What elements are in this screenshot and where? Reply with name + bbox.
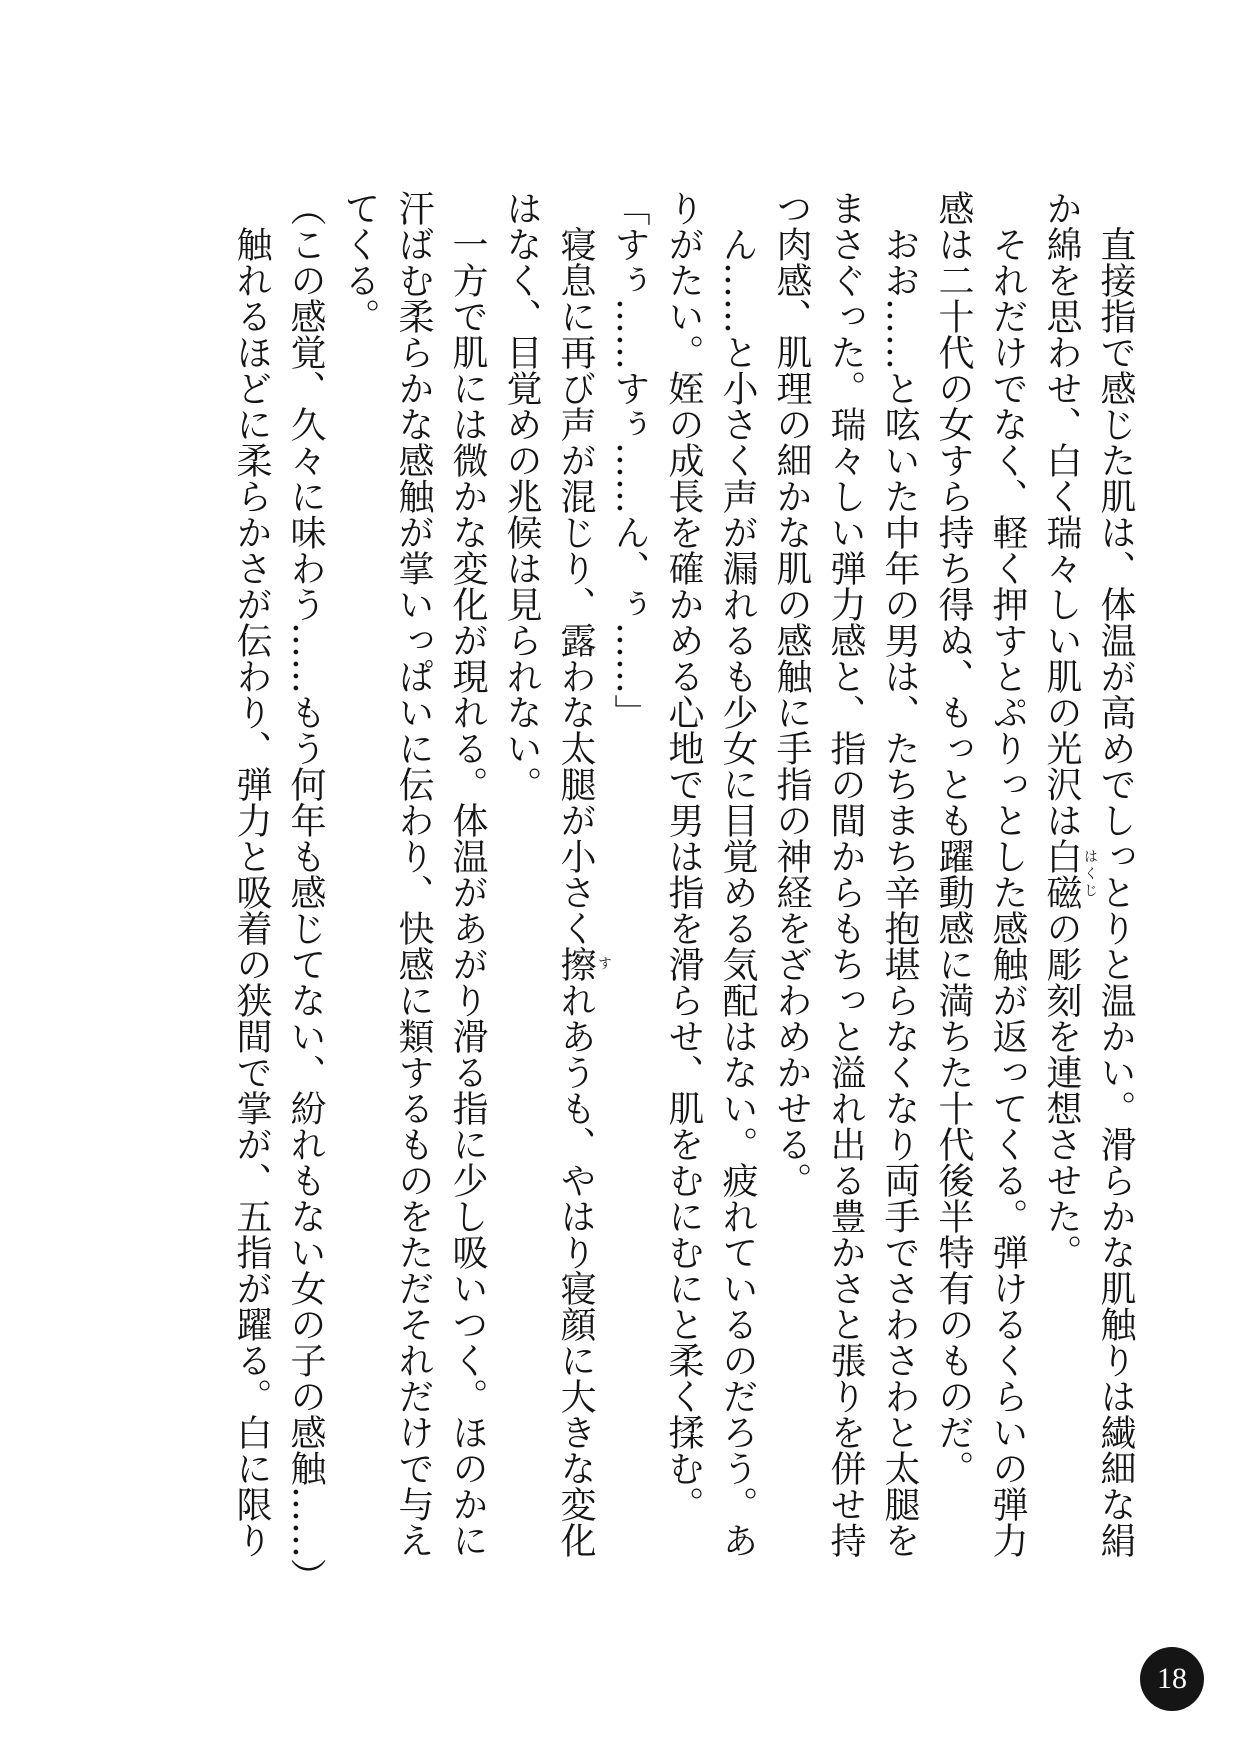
text-column: [278, 190, 332, 1630]
text-column: [440, 190, 494, 1630]
text-run: 感は二十代の女すら持ち得ぬ、もっとも躍動感に満ちた十代後半特有のものだ。: [933, 190, 974, 1486]
text-run: まさぐった。瑞々しい弾力感と、指の間からもちっと溢れ出る豊かさと張りを併せ持: [825, 190, 866, 1558]
text-column: [926, 190, 980, 1630]
text-run: 汗ばむ柔らかな感触が掌いっぱいに伝わり、快感に類するものをただそれだけで与え: [393, 190, 434, 1558]
text-column: [710, 190, 764, 1630]
text-body: [224, 190, 1142, 1630]
text-column: [872, 190, 926, 1630]
text-column: [980, 190, 1034, 1630]
text-column: [386, 190, 440, 1630]
ruby-base: 白磁: [1041, 838, 1082, 910]
text-run: てくる。: [339, 190, 380, 334]
text-column: [494, 190, 548, 1630]
ruby-reading: す: [596, 955, 612, 973]
text-run: 直接指で感じた肌は、体温が高めでしっとりと温かい。滑らかな肌触りは繊細な絹: [1095, 190, 1136, 1558]
text-run: 「すぅ……すぅ……ん、ぅ……」: [609, 190, 650, 730]
text-run: の彫刻を連想させた。: [1041, 910, 1082, 1270]
text-run: 一方で肌には微かな変化が現れる。体温があがり滑る指に少し吸いつく。ほのかに: [447, 190, 488, 1558]
page-number-badge: [1140, 1647, 1204, 1711]
text-run: おお……と呟いた中年の男は、たちまち辛抱堪らなくなり両手でさわさわと太腿を: [879, 190, 920, 1558]
page-number: 18: [1157, 1662, 1187, 1695]
ruby-group: [1041, 838, 1098, 910]
text-column: [602, 190, 656, 1630]
text-run: （この感覚、久々に味わう……もう何年も感じてない、紛れもない女の子の感触……）: [285, 190, 326, 1594]
text-column: [818, 190, 872, 1630]
text-run: 寝息に再び声が混じり、露わな太腿が小さく: [555, 190, 596, 946]
text-run: ん……と小さく声が漏れるも少女に目覚める気配はない。疲れているのだろう。あ: [717, 190, 758, 1558]
text-run: それだけでなく、軽く押すとぷりっとした感触が返ってくる。弾けるくらいの弾力: [987, 190, 1028, 1558]
text-column: [332, 190, 386, 1630]
text-run: つ肉感、肌理の細かな肌の感触に手指の神経をざわめかせる。: [771, 190, 812, 1198]
text-column: [764, 190, 818, 1630]
text-column: [656, 190, 710, 1630]
ruby-base: 擦: [555, 946, 596, 982]
text-column: [224, 190, 278, 1630]
text-column: [1034, 190, 1098, 1630]
text-run: か綿を思わせ、白く瑞々しい肌の光沢は: [1041, 190, 1082, 838]
text-run: 触れるほどに柔らかさが伝わり、弾力と吸着の狭間で掌が、五指が躍る。白に限り: [231, 190, 272, 1558]
text-run: りがたい。姪の成長を確かめる心地で男は指を滑らせ、肌をむにむにと柔く揉む。: [663, 190, 704, 1522]
ruby-reading: はくじ: [1082, 848, 1098, 900]
text-column: [548, 190, 612, 1630]
text-run: れあうも、やはり寝顔に大きな変化: [555, 982, 596, 1558]
text-run: はなく、目覚めの兆候は見られない。: [501, 190, 542, 802]
text-column: [1088, 190, 1142, 1630]
ruby-group: [555, 946, 612, 982]
